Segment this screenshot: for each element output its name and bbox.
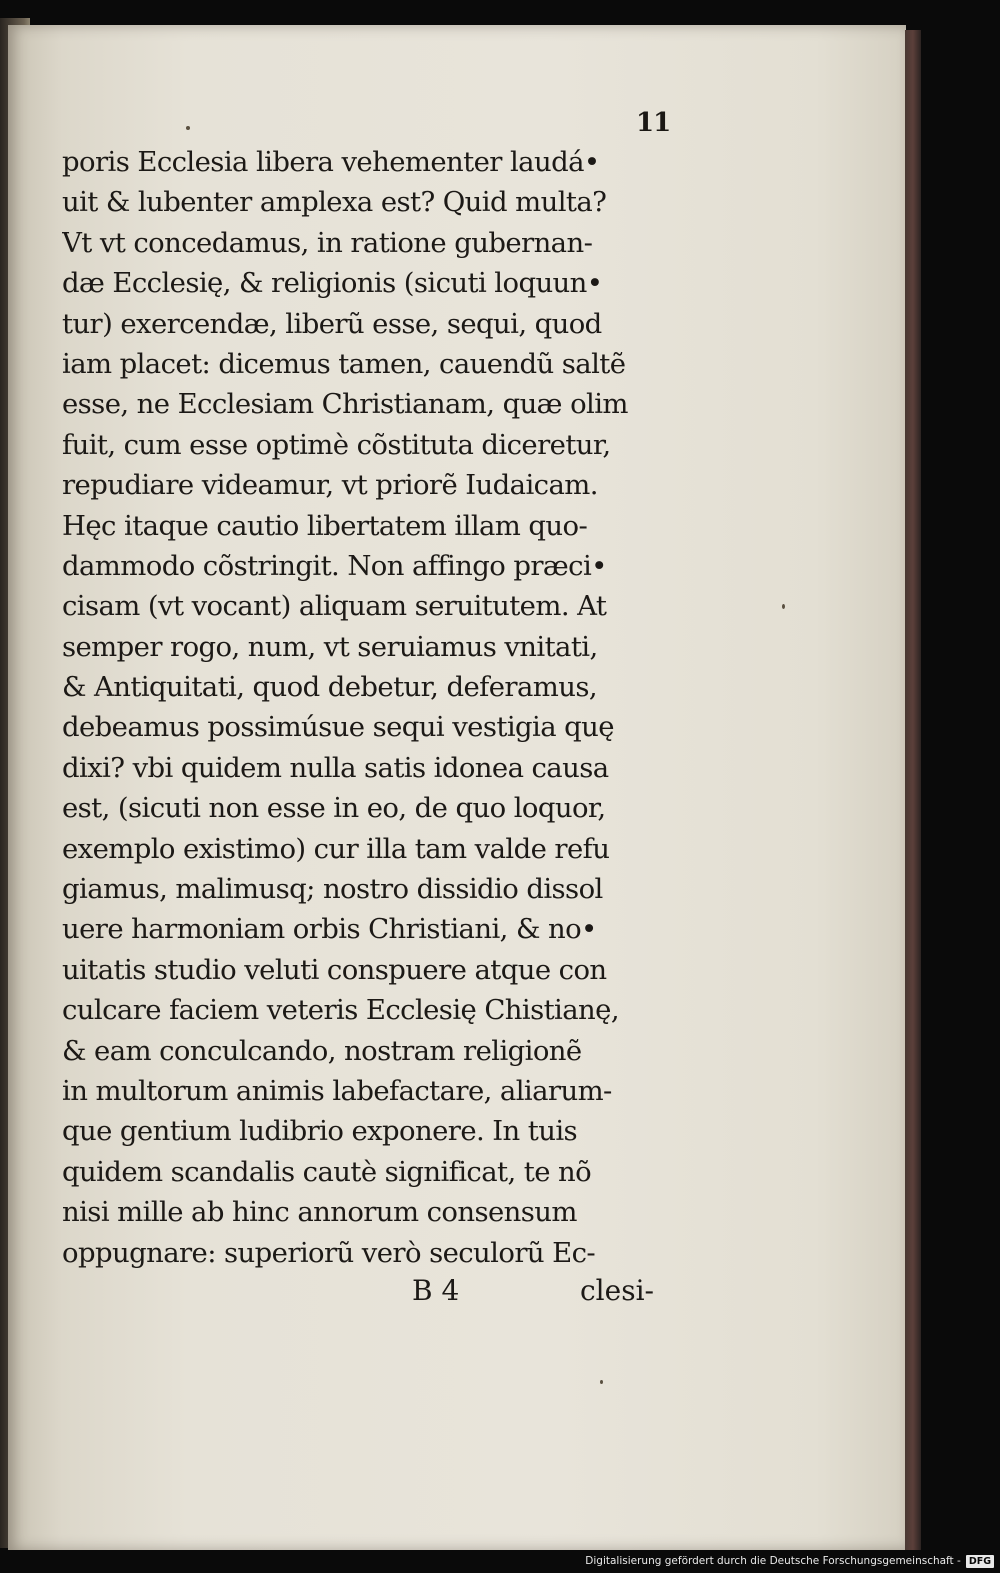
text-line: oppugnare: superiorũ verò seculorũ Ec- — [62, 1236, 596, 1269]
text-line: dixi? vbi quidem nulla satis idonea causa — [62, 751, 609, 784]
text-line: uere harmoniam orbis Christiani, & no• — [62, 913, 597, 946]
text-line: iam placet: dicemus tamen, cauendũ saltẽ — [62, 347, 626, 380]
text-line: esse, ne Ecclesiam Christianam, quæ olim — [62, 388, 628, 421]
text-line: & eam conculcando, nostram religionẽ — [62, 1034, 582, 1067]
text-line: nisi mille ab hinc annorum consensum — [62, 1196, 577, 1229]
text-line: uitatis studio veluti conspuere atque con — [62, 953, 607, 986]
text-line: uit & lubenter amplexa est? Quid multa? — [62, 186, 607, 219]
text-line: dæ Ecclesię, & religionis (sicuti loquun• — [62, 267, 603, 300]
digitization-credit — [585, 1552, 994, 1570]
paper-speck — [186, 126, 190, 130]
text-line: repudiare videamur, vt priorẽ Iudaicam. — [62, 469, 598, 502]
text-line: poris Ecclesia libera vehementer laudá• — [62, 146, 600, 178]
text-line: exemplo existimo) cur illa tam valde refu — [62, 832, 610, 865]
latin-text-block — [62, 142, 667, 1273]
text-line: quidem scandalis cautè significat, te nõ — [62, 1155, 592, 1188]
paper-speck — [782, 604, 785, 609]
printer-signature: B 4 — [412, 1274, 460, 1307]
text-line: giamus, malimusq; nostro dissidio dissol — [62, 873, 603, 906]
text-line: que gentium ludibrio exponere. In tuis — [62, 1115, 578, 1148]
dfg-logo: DFG — [966, 1555, 994, 1568]
folio-number: 11 — [636, 108, 671, 138]
text-line: in multorum animis labefactare, aliarum- — [62, 1074, 612, 1107]
paper-speck — [600, 1380, 603, 1384]
credit-text: Digitalisierung gefördert durch die Deutsche Forschungsgemeinschaft - — [585, 1555, 961, 1567]
text-line: & Antiquitati, quod debetur, deferamus, — [62, 671, 597, 704]
text-line: cisam (vt vocant) aliquam seruitutem. At — [62, 590, 607, 623]
signature-line — [62, 1274, 667, 1318]
text-line: est, (sicuti non esse in eo, de quo loquor, — [62, 792, 606, 825]
text-line: tur) exercendæ, liberũ esse, sequi, quod — [62, 307, 602, 340]
text-line: debeamus possimúsue sequi vestigia quę — [62, 711, 614, 744]
text-line: semper rogo, num, vt seruiamus vnitati, — [62, 630, 598, 663]
text-line: Hęc itaque cautio libertatem illam quo- — [62, 509, 588, 542]
text-line: Vt vt concedamus, in ratione gubernan- — [62, 226, 593, 259]
text-line: fuit, cum esse optimè cõstituta diceretur, — [62, 428, 611, 461]
text-line: culcare faciem veteris Ecclesię Chistianę, — [62, 994, 619, 1027]
text-line: dammodo cõstringit. Non affingo præci• — [62, 549, 607, 582]
page-fore-edge — [905, 30, 921, 1550]
catchword: clesi- — [580, 1274, 654, 1307]
